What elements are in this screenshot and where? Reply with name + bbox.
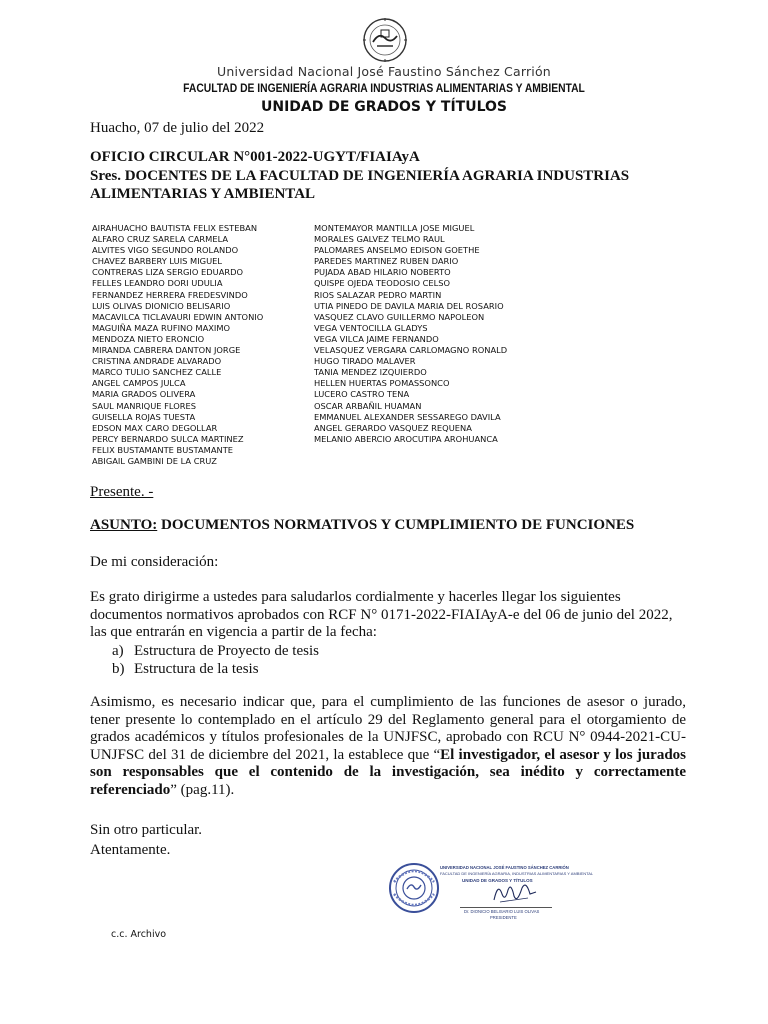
- name-list-item: AIRAHUACHO BAUTISTA FELIX ESTEBAN: [92, 223, 258, 233]
- subject-line: [90, 517, 634, 534]
- name-list-item: ALVITES VIGO SEGUNDO ROLANDO: [92, 245, 239, 256]
- list-item-text: Estructura de la tesis: [134, 660, 259, 677]
- letter-reference: OFICIO CIRCULAR N°001-2022-UGYT/FIAIAyA: [90, 149, 420, 165]
- name-list-item: HELLEN HUERTAS POMASSONCO: [314, 378, 450, 389]
- name-list-item: CHAVEZ BARBERY LUIS MIGUEL: [92, 256, 223, 267]
- greeting-presente: Presente. -: [90, 484, 154, 500]
- paragraph-2: [90, 694, 686, 800]
- name-list-item: ANGEL GERARDO VASQUEZ REQUENA: [314, 422, 472, 433]
- name-list-item: QUISPE OJEDA TEODOSIO CELSO: [314, 278, 451, 289]
- name-list-item: MELANIO ABERCIO AROCUTIPA AROHUANCA: [314, 433, 498, 444]
- stamp-signer: Dr. DIONICIO BELISARIO LUIS OLIVAS: [464, 909, 540, 914]
- name-list-item: LUCERO CASTRO TENA: [314, 389, 410, 400]
- signature-stamp: [440, 863, 594, 921]
- subject-label: ASUNTO:: [90, 517, 158, 533]
- faculty-name: FACULTAD DE INGENIERÍA AGRARIA INDUSTRIAS ALIMENTARIAS Y AMBIENTAL: [183, 81, 585, 95]
- name-list-item: FELLES LEANDRO DORI UDULIA: [92, 278, 223, 289]
- list-item: [112, 661, 319, 679]
- signature-icon: [490, 880, 540, 906]
- list-item: [112, 643, 319, 661]
- name-list-item: FERNANDEZ HERRERA FREDESVINDO: [92, 289, 248, 300]
- university-logo-icon: [361, 16, 409, 64]
- stamp-faculty: FACULTAD DE INGENIERÍA AGRARIA, INDUSTRIAS ALIMENTARIAS Y AMBIENTAL: [440, 871, 594, 876]
- name-list-item: UTIA PINEDO DE DAVILA MARIA DEL ROSARIO: [314, 300, 504, 311]
- paragraph-1: Es grato dirigirme a ustedes para saludarlos cordialmente y hacerles llegar los siguientes documentos normativos aprobados con RCF N° 0171-2022-FIAIAyA-e del 06 de junio del 2022, las que entrarán en vigencia a partir de la fecha:: [90, 589, 673, 641]
- list-item-text: Estructura de Proyecto de tesis: [134, 643, 319, 659]
- name-list-item: ABIGAIL GAMBINI DE LA CRUZ: [92, 455, 217, 466]
- documents-list: [112, 643, 319, 678]
- name-list-item: MENDOZA NIETO ERONCIO: [92, 333, 205, 344]
- name-list-item: PUJADA ABAD HILARIO NOBERTO: [314, 267, 451, 278]
- name-list-item: VELASQUEZ VERGARA CARLOMAGNO RONALD: [314, 345, 508, 356]
- name-list-item: CONTRERAS LIZA SERGIO EDUARDO: [92, 267, 244, 278]
- stamp-university: UNIVERSIDAD NACIONAL JOSÉ FAUSTINO SÁNCHEZ CARRIÓN: [440, 865, 569, 870]
- subject-text: DOCUMENTOS NORMATIVOS Y CUMPLIMIENTO DE FUNCIONES: [157, 517, 635, 533]
- paragraph-2-text: Asimismo, es necesario indicar que, para el cumplimiento de las funciones de asesor o jurado, tener presente lo contemplado en el artículo 29 del Reglamento general para el otorgamiento de grados académicos y títulos profesionales de la UNJFSC, aprobado con RCU N° 0944-2021-CU-UNJFSC del 31 de diciembre del 2021, la establece que “: [90, 694, 686, 763]
- name-list-item: HUGO TIRADO MALAVER: [314, 356, 416, 367]
- list-marker: a): [112, 643, 124, 659]
- salutation: De mi consideración:: [90, 554, 219, 570]
- name-list-item: MARIA GRADOS OLIVERA: [92, 389, 196, 400]
- name-list-item: MORALES GALVEZ TELMO RAUL: [314, 234, 445, 245]
- signature-line: [460, 907, 552, 908]
- name-list-item: VEGA VENTOCILLA GLADYS: [314, 322, 428, 333]
- letter-date: Huacho, 07 de julio del 2022: [90, 120, 265, 136]
- copy-to: c.c. Archivo: [111, 929, 167, 940]
- letter-addressee: Sres. DOCENTES DE LA FACULTAD DE INGENIERÍA AGRARIA INDUSTRIAS ALIMENTARIAS Y AMBIENTAL: [90, 168, 630, 202]
- name-list-item: VEGA VILCA JAIME FERNANDO: [314, 333, 439, 344]
- name-list-item: PALOMARES ANSELMO EDISON GOETHE: [314, 245, 480, 256]
- name-list-item: CRISTINA ANDRADE ALVARADO: [92, 356, 222, 367]
- stamp-unit: UNIDAD DE GRADOS Y TÍTULOS: [462, 878, 533, 883]
- name-list-item: PERCY BERNARDO SULCA MARTINEZ: [92, 433, 244, 444]
- name-list-item: MACAVILCA TICLAVAURI EDWIN ANTONIO: [92, 311, 264, 322]
- name-list-item: FELIX BUSTAMANTE BUSTAMANTE: [92, 444, 234, 455]
- name-list-item: TANIA MENDEZ IZQUIERDO: [314, 367, 427, 378]
- name-list-item: MARCO TULIO SANCHEZ CALLE: [92, 367, 222, 378]
- name-list-item: MAGUIÑA MAZA RUFINO MAXIMO: [92, 322, 231, 333]
- name-list-item: LUIS OLIVAS DIONICIO BELISARIO: [92, 300, 231, 311]
- name-list-item: ALFARO CRUZ SARELA CARMELA: [92, 234, 229, 245]
- paragraph-2-end: ” (pag.11).: [170, 781, 235, 798]
- name-list-item: MONTEMAYOR MANTILLA JOSE MIGUEL: [314, 223, 475, 233]
- closing-line-2: Atentamente.: [90, 842, 171, 858]
- list-marker: b): [112, 660, 125, 677]
- closing-line-1: Sin otro particular.: [90, 822, 203, 838]
- names-list-left: [92, 223, 263, 467]
- name-list-item: MIRANDA CABRERA DANTON JORGE: [92, 345, 241, 356]
- paragraph-2-quote: El investigador, el asesor y los jurados son responsables que el contenido de la investigación, sea inédito y correctamente referenciado: [90, 746, 686, 798]
- name-list-item: EMMANUEL ALEXANDER SESSAREGO DAVILA: [314, 411, 501, 422]
- name-list-item: ANGEL CAMPOS JULCA: [92, 378, 186, 389]
- unit-name: UNIDAD DE GRADOS Y TÍTULOS: [261, 99, 507, 115]
- name-list-item: RIOS SALAZAR PEDRO MARTIN: [314, 289, 442, 300]
- name-list-item: EDSON MAX CARO DEGOLLAR: [92, 422, 218, 433]
- name-list-item: VASQUEZ CLAVO GUILLERMO NAPOLEON: [314, 311, 485, 322]
- name-list-item: GUISELLA ROJAS TUESTA: [92, 411, 196, 422]
- name-list-item: OSCAR ARBAÑIL HUAMAN: [314, 400, 422, 411]
- name-list-item: PAREDES MARTINEZ RUBEN DARIO: [314, 256, 459, 267]
- name-list-item: SAUL MANRIQUE FLORES: [92, 400, 197, 411]
- names-list-right: [314, 223, 507, 445]
- university-name: Universidad Nacional José Faustino Sánchez Carrión: [217, 64, 551, 79]
- stamp-role: PRESIDENTE: [490, 915, 517, 920]
- round-seal-icon: [388, 862, 440, 914]
